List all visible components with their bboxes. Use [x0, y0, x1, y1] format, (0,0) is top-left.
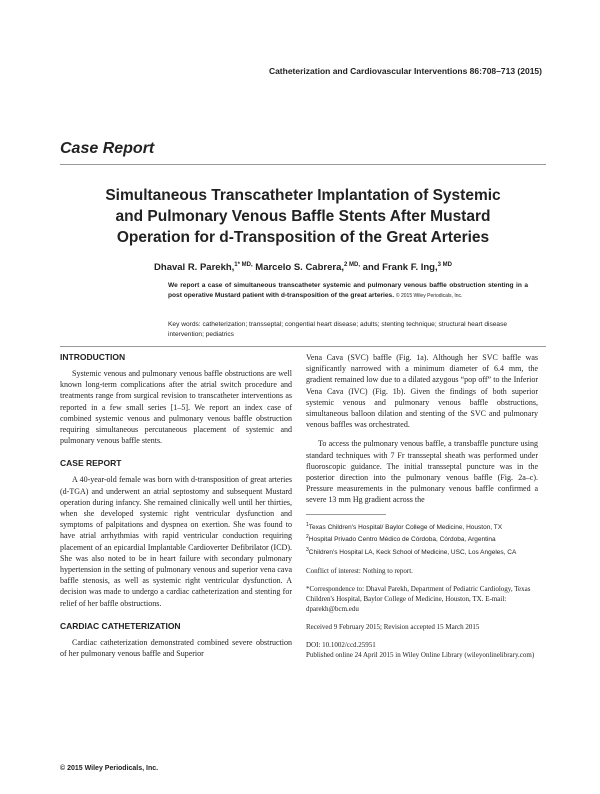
author-list	[60, 262, 546, 273]
body-paragraph: Systemic venous and pulmonary venous baffle obstructions are well known long-term complications after the atrial switch procedure and treatments range from surgical revision to transcatheter interventions as reported in a few small series [1–5]. We report an index case of combined systemic venous and pulmonary venous baffle obstruction requiring simultaneous percutaneous placement of systemic and pulmonary venous baffle stents.	[60, 369, 292, 446]
body-paragraph: Vena Cava (SVC) baffle (Fig. 1a). Although her SVC baffle was significantly narrowed with a minimum diameter of 6.4 mm, the gradient remained low due to a dilated azygous “pop off” to the Inferior Vena Cava (IVC) (Fig. 1b). Given the findings of both superior systemic venous and pulmonary venous baffle obstructions, simultaneous balloon dilation and stenting of the SVC and pulmonary venous baffles was orchestrated.	[306, 353, 538, 430]
correspondence: *Correspondence to: Dhaval Parekh, Department of Pediatric Cardiology, Texas Children's Hospital, Baylor College of Medicine, Houston, TX. E-mail: dparekh@bcm.edu	[306, 584, 531, 613]
footnote-rule	[306, 514, 386, 515]
author-affiliation-mark: 3 MD	[437, 262, 452, 268]
affiliation: $^2$Hospital Privado Centro Médico de Córdoba, Córdoba, Argentina	[306, 534, 496, 544]
abstract-rule	[60, 346, 546, 347]
title-line: Simultaneous Transcatheter Implantation of Systemic	[105, 187, 501, 204]
header-rule	[60, 164, 546, 165]
journal-citation: Catheterization and Cardiovascular Interventions 86:708–713 (2015)	[268, 66, 542, 76]
section-heading-case-report: CASE REPORT	[60, 458, 122, 469]
article-title	[60, 185, 546, 248]
title-line: Operation for d-Transposition of the Great Arteries	[116, 229, 490, 246]
author-name: Marcelo S. Cabrera,	[255, 262, 344, 274]
author-affiliation-mark: 1* MD,	[234, 262, 253, 268]
author-name: Dhaval R. Parekh,	[154, 262, 235, 274]
abstract-copyright: © 2015 Wiley Periodicals, Inc.	[395, 293, 463, 299]
affiliation: $^3$Children's Hospital LA, Keck School of Medicine, USC, Los Angeles, CA	[306, 546, 517, 557]
affiliation: $^1$Texas Children's Hospital/ Baylor College of Medicine, Houston, TX	[306, 521, 503, 531]
left-column	[60, 352, 292, 667]
body-paragraph: To access the pulmonary venous baffle, a transbaffle puncture using standard techniques with 7 Fr transseptal sheath was performed under fluoroscopic guidance. The initial transseptal puncture was in the posterior direction into the pulmonary venous baffle (Fig. 2a–c). Pressure measurements in the pulmonary venous baffle confirmed a severe 13 mm Hg gradient across the	[306, 439, 538, 505]
received-dates: Received 9 February 2015; Revision accepted 15 March 2015	[306, 622, 480, 631]
abstract	[168, 281, 528, 301]
published-online: Published online 24 April 2015 in Wiley Online Library (wileyonlinelibrary.com)	[306, 650, 535, 659]
author-affiliation-mark: 2 MD,	[344, 262, 361, 268]
abstract-text: We report a case of simultaneous transcatheter systemic and pulmonary venous baffle obstruction stenting in a post operative Mustard patient with d-transposition of the great arteries.	[168, 282, 528, 299]
section-heading-introduction: INTRODUCTION	[60, 352, 126, 362]
right-column	[306, 352, 538, 668]
doi: DOI: 10.1002/ccd.25951	[306, 640, 376, 649]
conflict-of-interest: Conflict of interest: Nothing to report.	[306, 566, 413, 575]
body-paragraph: A 40-year-old female was born with d-transposition of great arteries (d-TGA) and underwent an atrial septostomy and subsequent Mustard operation during infancy. She remained clinically well until her thirties, when she developed systemic right ventricular dysfunction and symptoms of palpitations and dyspnea on exertion. She was found to have atrial arrhythmias with rapid ventricular conduction requiring placement of an epicardial Implantable Cardioverter Defibrilator (ICD). She was also noted to be in heart failure with secondary pulmonary hypertension in the setting of pulmonary venous and superior vena cava baffle stenosis, as well as systemic right ventricular dysfunction. A decision was made to undergo a cardiac catheterization and stenting for relief of her baffle obstructions.	[60, 475, 292, 608]
title-line: and Pulmonary Venous Baffle Stents After Mustard	[115, 208, 491, 225]
section-heading-cardiac-catheterization: CARDIAC CATHETERIZATION	[60, 620, 181, 631]
footer-copyright: © 2015 Wiley Periodicals, Inc.	[60, 765, 159, 772]
author-name: and Frank F. Ing,	[362, 262, 438, 274]
keywords: Key words: catheterization; transseptal; congential heart disease; adults; stenting technique; structural heart disease intervention; pediatrics	[168, 321, 508, 338]
section-type: Case Report	[60, 140, 155, 157]
body-paragraph: Cardiac catheterization demonstrated combined severe obstruction of her pulmonary venous baffle and Superior	[60, 637, 292, 659]
